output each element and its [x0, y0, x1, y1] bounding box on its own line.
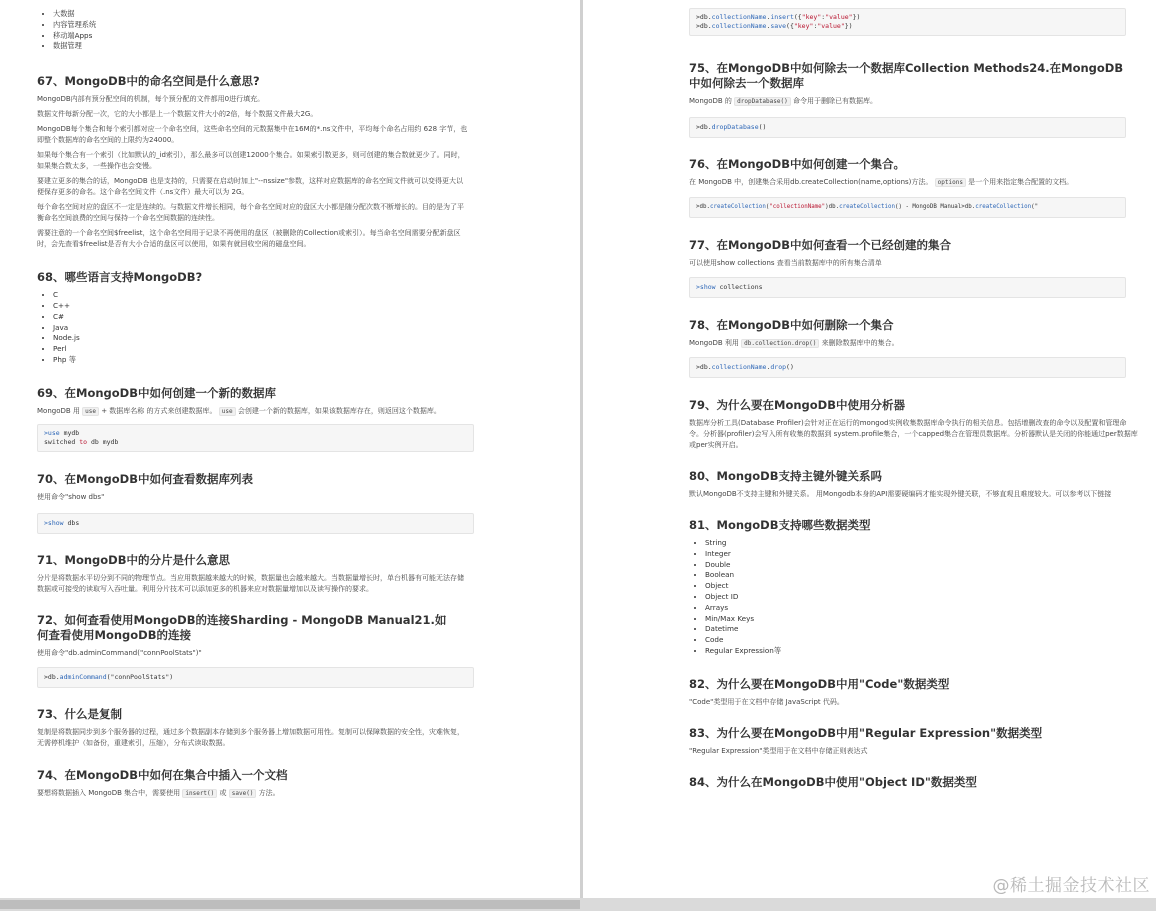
code-text: >db. [44, 672, 60, 681]
code-keyword: >use [44, 428, 60, 437]
list-item: • Datetime [705, 624, 1156, 635]
list-item: • Boolean [705, 570, 1156, 581]
code-block [37, 424, 474, 452]
code-block [689, 8, 1126, 36]
top-bullet-list [37, 9, 580, 52]
heading-q83: 83、为什么要在MongoDB中用"Regular Expression"数据类型 [689, 725, 1043, 740]
code-keyword: createCollection [839, 204, 895, 210]
code-text: mydb [59, 428, 80, 437]
text: MongoDB 利用 [689, 339, 739, 347]
list-item: • Node.js [53, 333, 580, 344]
text: MongoDB 的 [689, 97, 732, 105]
paragraph: 需要注意的一个命名空间$freelist，这个命名空间用于记录不再使用的盘区（被删除的Collection或索引）。每当命名空间需要分配新盘区时，会先查看$freelist是否有大小合适的盘区可以使用，如果有就回收空闲的磁盘空间。 [37, 229, 461, 249]
list-item: • 大数据 [53, 9, 580, 20]
list-item: • C++ [53, 301, 580, 312]
list-item: • 移动端Apps [53, 31, 580, 42]
code-keyword: adminCommand [59, 672, 107, 681]
paragraph: 使用命令"show dbs" [37, 492, 105, 501]
text: 在 MongoDB 中，创建集合采用db.createCollection(name,options)方法。 [689, 178, 933, 186]
code-text: collections [715, 283, 763, 291]
code-text: >db. [696, 363, 712, 371]
list-item: • Perl [53, 344, 580, 355]
code-string: "value" [825, 13, 853, 21]
code-block [37, 513, 474, 534]
paragraph: MongoDB每个集合和每个索引都对应一个命名空间，这些命名空间的元数据集中在16M的*.ns文件中，平均每个命名占用约 628 字节，也即整个数据库的命名空间的上限约为24000。 [37, 125, 468, 145]
heading-q71: 71、MongoDB中的分片是什么意思 [37, 552, 230, 567]
code-keyword: >show [44, 518, 64, 527]
paragraph: 默认MongoDB不支持主键和外键关系。 用Mongodb本身的API需要硬编码才能实现外键关联，不够直观且难度较大。可以参考以下链接 [689, 490, 1112, 498]
heading-q76: 76、在MongoDB中如何创建一个集合。 [689, 157, 905, 171]
list-item: • C [53, 290, 580, 301]
code-keyword: save [770, 22, 787, 30]
code-text: >db. [696, 204, 710, 210]
code-keyword: >show [696, 283, 716, 291]
paragraph: MongoDB内部有预分配空间的机制，每个预分配的文件都用0进行填充。 [37, 95, 265, 104]
code-text: () [758, 123, 767, 131]
code-text: . [766, 13, 771, 21]
list-item: • Object ID [705, 592, 1156, 603]
code-block [689, 357, 1126, 378]
paragraph [689, 177, 1139, 188]
heading-q68: 68、哪些语言支持MongoDB? [37, 270, 203, 285]
heading-q81: 81、MongoDB支持哪些数据类型 [689, 518, 871, 532]
paragraph: 要建立更多的集合的话，MongoDB 也是支持的，只需要在启动时加上"--nssize"参数，这样对应数据库的命名空间文件就可以变得更大以便保存更多的命名。这个命名空间文件（.ns文件）最大可以为 2G。 [37, 177, 464, 197]
paragraph [37, 788, 469, 799]
code-text: >db. [696, 13, 712, 21]
text: + 数据库名称 的方式来创建数据库。 [101, 406, 217, 415]
language-list [37, 290, 580, 366]
paragraph: 可以使用show collections 查看当前数据库中的所有集合清单 [689, 259, 882, 267]
inline-code: insert() [182, 789, 217, 798]
horizontal-scrollbar[interactable] [0, 898, 1156, 911]
code-keyword: collectionName [711, 22, 767, 30]
text: 方法。 [258, 788, 280, 797]
code-text: )db. [825, 204, 840, 210]
list-item: • Double [705, 560, 1156, 571]
code-text: ({ [793, 13, 802, 21]
heading-q77: 77、在MongoDB中如何查看一个已经创建的集合 [689, 238, 951, 252]
code-text: switched [44, 437, 80, 446]
inline-code: use [219, 407, 236, 416]
code-text: . [766, 363, 771, 371]
paragraph: 数据文件每新分配一次，它的大小都是上一个数据文件大小的2倍，每个数据文件最大2G。 [37, 110, 318, 119]
code-keyword: insert [770, 13, 794, 21]
code-keyword: to [79, 437, 88, 446]
code-text: ("connPoolStats") [106, 672, 174, 681]
heading-q78: 78、在MongoDB中如何删除一个集合 [689, 318, 894, 332]
list-item: • Integer [705, 549, 1156, 560]
heading-q82: 82、为什么要在MongoDB中用"Code"数据类型 [689, 676, 950, 691]
text: 来删除数据库中的集合。 [821, 339, 899, 347]
heading-q79: 79、为什么要在MongoDB中使用分析器 [689, 398, 905, 412]
heading-q75: 75、在MongoDB中如何除去一个数据库Collection Methods24.在MongoDB中如何除去一个数据库 [689, 61, 1124, 90]
paragraph: "Code"类型用于在文档中存储 JavaScript 代码。 [689, 697, 844, 706]
code-string: "collectionName" [769, 204, 826, 210]
code-block [689, 197, 1126, 218]
watermark: @稀土掘金技术社区 [992, 876, 1150, 896]
list-item: • Java [53, 323, 580, 334]
code-text: : [813, 22, 818, 30]
code-keyword: dropDatabase [711, 123, 759, 131]
text: 命令用于删除已有数据库。 [792, 97, 877, 105]
heading-q74: 74、在MongoDB中如何在集合中插入一个文档 [37, 767, 288, 782]
right-page [583, 0, 1156, 898]
list-item: • 内容管理系统 [53, 20, 580, 31]
paragraph [689, 338, 1139, 349]
paragraph: 如果每个集合有一个索引（比如默认的_id索引），那么最多可以创建12000个集合。如果索引数更多，则可创建的集合数就更少了。同时，如果集合数太多，一些操作也会变慢。 [37, 151, 465, 171]
code-text: }) [852, 13, 861, 21]
code-text: . [766, 22, 771, 30]
list-item: • String [705, 538, 1156, 549]
code-keyword: drop [770, 363, 787, 371]
inline-code: save() [229, 789, 257, 798]
list-item: • Object [705, 581, 1156, 592]
list-item: • Min/Max Keys [705, 614, 1156, 625]
heading-q69: 69、在MongoDB中如何创建一个新的数据库 [37, 385, 276, 400]
code-block [689, 117, 1126, 138]
heading-q72: 72、如何查看使用MongoDB的连接Sharding - MongoDB Manual21.如何查看使用MongoDB的连接 [37, 612, 447, 642]
paragraph: 复制是将数据同步到多个服务器的过程，通过多个数据副本存储到多个服务器上增加数据可用性。复制可以保障数据的安全性，灾难恢复，无需停机维护（如备份，重建索引，压缩），分布式读取数据。 [37, 727, 464, 747]
code-keyword: createCollection [709, 204, 766, 210]
datatype-list [689, 538, 1156, 657]
code-text: ( [765, 204, 770, 210]
code-string: "key" [793, 22, 814, 30]
left-page [0, 0, 580, 898]
code-string: "key" [801, 13, 822, 21]
text: 或 [219, 788, 227, 797]
inline-code: db.collection.drop() [741, 339, 819, 348]
list-item: • Php 等 [53, 355, 580, 366]
inline-code: dropDatabase() [734, 97, 791, 106]
code-block [689, 277, 1126, 298]
text: MongoDB 用 [37, 406, 80, 415]
code-text: () [786, 363, 794, 371]
code-text: }) [844, 22, 853, 30]
text: 要想将数据插入 MongoDB 集合中，需要使用 [37, 788, 181, 797]
list-item: • C# [53, 312, 580, 323]
inline-code: options [935, 178, 966, 187]
code-string: "value" [817, 22, 845, 30]
paragraph [689, 96, 1139, 107]
list-item: • Code [705, 635, 1156, 646]
list-item: • Arrays [705, 603, 1156, 614]
code-text: (" [1031, 204, 1039, 210]
heading-q67: 67、MongoDB中的命名空间是什么意思? [37, 74, 260, 89]
heading-q73: 73、什么是复制 [37, 706, 123, 721]
code-text: >db. [696, 123, 712, 131]
list-item: • 数据管理 [53, 41, 580, 52]
paragraph [37, 406, 469, 417]
code-text: >db. [696, 22, 712, 30]
code-text: db mydb [87, 437, 119, 446]
code-text: dbs [63, 518, 80, 527]
code-keyword: collectionName [711, 363, 767, 371]
code-text: () - MongoDB Manual>db. [894, 204, 976, 210]
paragraph: 分片是将数据水平切分到不同的物理节点。当应用数据越来越大的时候，数据量也会越来越大。当数据量增长时，单台机器有可能无法存储数据或可接受的读取写入吞吐量。利用分片技术可以添加更多的机器来应对数据量增加以及读写操作的要求。 [37, 573, 464, 593]
code-keyword: collectionName [711, 13, 767, 21]
code-text: : [821, 13, 826, 21]
text: 会创建一个新的数据库，如果该数据库存在，则返回这个数据库。 [237, 406, 441, 415]
paragraph: 每个命名空间对应的盘区不一定是连续的。与数据文件增长相同，每个命名空间对应的盘区大小都是随分配次数不断增长的。目的是为了平衡命名空间浪费的空间与保持一个命名空间数据的连续性。 [37, 203, 464, 223]
list-item: • Regular Expression等 [705, 646, 1156, 657]
heading-q70: 70、在MongoDB中如何查看数据库列表 [37, 471, 253, 486]
heading-q80: 80、MongoDB支持主键外键关系吗 [689, 469, 882, 483]
code-block [37, 667, 474, 688]
code-keyword: createCollection [975, 204, 1032, 210]
inline-code: use [82, 407, 99, 416]
heading-q84: 84、为什么在MongoDB中使用"Object ID"数据类型 [689, 774, 977, 789]
text: 是一个用来指定集合配置的文档。 [968, 178, 1074, 186]
paragraph: "Regular Expression"类型用于在文档中存储正则表达式 [689, 746, 868, 755]
code-text: ({ [786, 22, 794, 30]
scrollbar-thumb[interactable] [0, 900, 580, 909]
paragraph: 使用命令"db.adminCommand("connPoolStats")" [37, 648, 202, 657]
paragraph: 数据库分析工具(Database Profiler)会针对正在运行的mongod实例收集数据库命令执行的相关信息。包括增删改查的命令以及配置和管理命令。分析器(profiler)会写入所有收集的数据到 system.profile集合，一个capped集合在管理员数据库。分析器默认是关闭的你能通过per数据库或per实例开启。 [689, 419, 1138, 449]
